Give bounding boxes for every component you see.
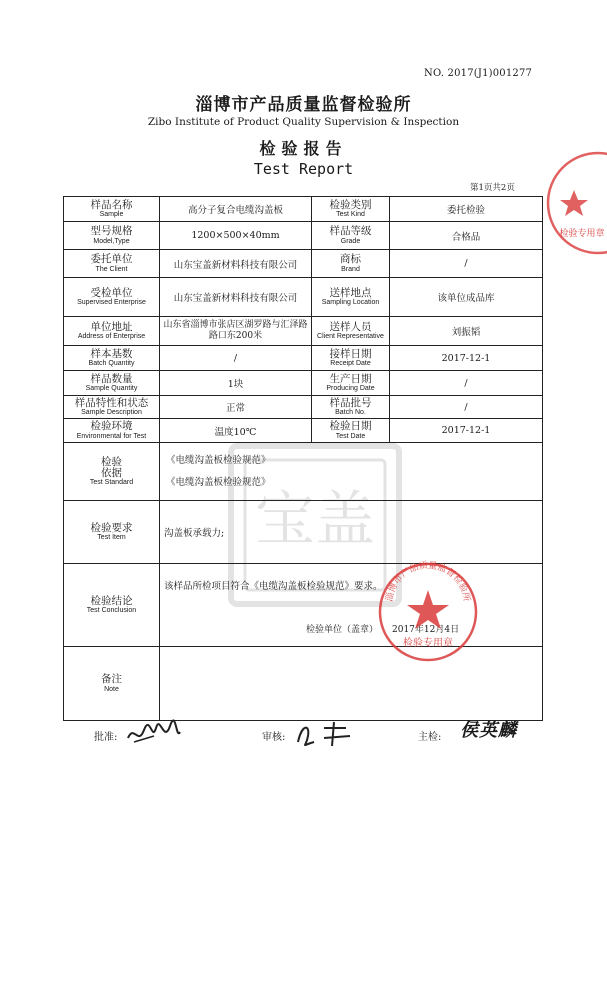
receipt-date-value: 2017-12-1 <box>390 346 543 371</box>
test-standard-label: 检验 依据 Test Standard <box>64 443 160 501</box>
model-value: 1200×500×40mm <box>160 222 312 250</box>
side-seal-icon <box>540 148 607 258</box>
report-title-en: Test Report <box>253 160 354 178</box>
reviewer-label: 审核: <box>262 732 286 743</box>
test-standard-value <box>160 443 543 501</box>
batch-no-label: 样品批号 Batch No. <box>312 396 390 419</box>
enterprise-value: 山东宝盖新材料科技有限公司 <box>160 278 312 317</box>
issue-date: 2017年12月4日 <box>392 625 460 635</box>
institute-name-en: Zibo Institute of Product Quality Supervision & Inspection <box>147 116 460 128</box>
table-row <box>64 346 543 371</box>
test-date-value: 2017-12-1 <box>390 419 543 443</box>
conclusion-label: 检验结论 Test Conclusion <box>64 564 160 647</box>
producing-date-value: / <box>390 371 543 396</box>
test-item-label: 检验要求 Test Item <box>64 501 160 564</box>
batch-no-value: / <box>390 396 543 419</box>
conclusion-cell <box>160 564 543 647</box>
batch-qty-value: / <box>160 346 312 371</box>
table-row <box>64 371 543 396</box>
model-label: 型号规格 Model,Type <box>64 222 160 250</box>
table-row <box>64 501 543 564</box>
report-number: NO. 2017(J1)001277 <box>424 68 533 79</box>
brand-value: / <box>390 250 543 278</box>
table-row <box>64 278 543 317</box>
grade-value: 合格品 <box>390 222 543 250</box>
reviewer-signature-icon <box>294 718 356 750</box>
table-row <box>64 317 543 346</box>
approver-signature-icon <box>124 716 184 750</box>
sample-value: 高分子复合电缆沟盖板 <box>160 197 312 222</box>
sample-qty-label: 样品数量 Sample Quantity <box>64 371 160 396</box>
sample-label: 样品名称 Sample <box>64 197 160 222</box>
sample-desc-value: 正常 <box>160 396 312 419</box>
test-kind-value: 委托检验 <box>390 197 543 222</box>
client-label: 委托单位 The Client <box>64 250 160 278</box>
page-indicator: 第1页共2页 <box>470 183 515 193</box>
note-value <box>160 647 543 721</box>
client-rep-label: 送样人员 Client Representative <box>312 317 390 346</box>
institute-name-cn: 淄博市产品质量监督检验所 <box>195 95 412 115</box>
environment-value: 温度10℃ <box>160 419 312 443</box>
report-title-cn: 检验报告 <box>259 139 348 158</box>
table-row <box>64 222 543 250</box>
producing-date-label: 生产日期 Producing Date <box>312 371 390 396</box>
test-standard-line-1: 《电缆沟盖板检验规范》 <box>166 454 271 466</box>
test-date-label: 检验日期 Test Date <box>312 419 390 443</box>
brand-label: 商标 Brand <box>312 250 390 278</box>
inspector-label: 主检: <box>418 732 442 743</box>
test-item-value: 沟盖板承载力; <box>160 501 543 564</box>
table-row <box>64 250 543 278</box>
enterprise-label: 受检单位 Supervised Enterprise <box>64 278 160 317</box>
note-label: 备注 Note <box>64 647 160 721</box>
grade-label: 样品等级 Grade <box>312 222 390 250</box>
inspector-signature: 侯英麟 <box>460 720 517 741</box>
table-row <box>64 419 543 443</box>
seal-bottom-text: 检验专用章 <box>403 638 453 649</box>
address-label: 单位地址 Address of Enterprise <box>64 317 160 346</box>
table-row <box>64 197 543 222</box>
batch-qty-label: 样本基数 Batch Quantity <box>64 346 160 371</box>
client-rep-value: 刘振韬 <box>390 317 543 346</box>
client-value: 山东宝盖新材料科技有限公司 <box>160 250 312 278</box>
table-row <box>64 396 543 419</box>
test-standard-line-2: 《电缆沟盖板检验规范》 <box>166 476 271 488</box>
watermark-text: 宝盖 <box>255 485 375 555</box>
sampling-location-value: 该单位成品库 <box>390 278 543 317</box>
sampling-location-label: 送样地点 Sampling Location <box>312 278 390 317</box>
approver-label: 批准: <box>94 732 118 743</box>
side-seal-text: 检验专用章 <box>559 229 605 239</box>
test-kind-label: 检验类别 Test Kind <box>312 197 390 222</box>
issuer-text: 检验单位（盖章） <box>306 625 379 635</box>
sample-desc-label: 样品特性和状态 Sample Description <box>64 396 160 419</box>
seal-arc-text: 淄博市产品质量监督检验所 <box>384 560 472 603</box>
address-value: 山东省淄博市张店区湖罗路与汇泽路路口东200米 <box>160 317 312 346</box>
sample-qty-value: 1块 <box>160 371 312 396</box>
inspection-seal-icon <box>376 560 480 664</box>
environment-label: 检验环境 Environmental for Test <box>64 419 160 443</box>
receipt-date-label: 接样日期 Receipt Date <box>312 346 390 371</box>
table-row <box>64 443 543 501</box>
conclusion-value: 该样品所检项目符合《电缆沟盖板检验规范》要求。 <box>164 581 383 592</box>
